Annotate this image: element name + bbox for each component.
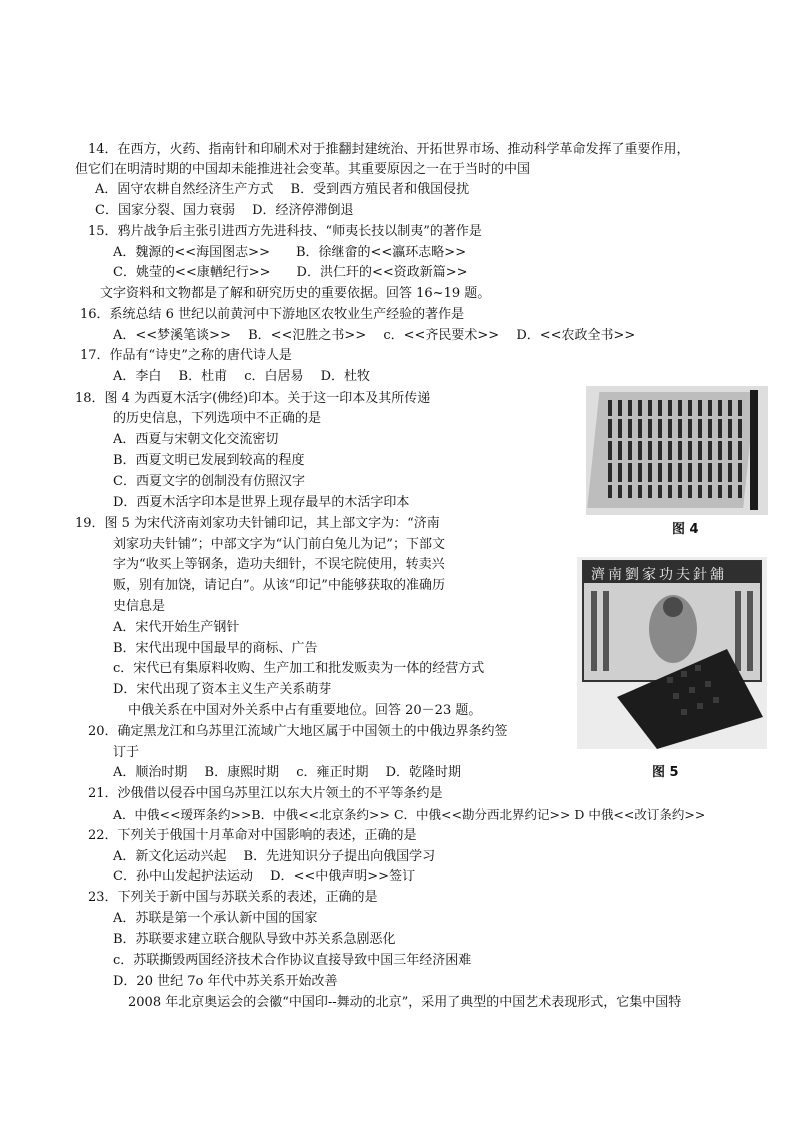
q23-option-c: c．苏联撕毁两国经济技术合作协议直接导致中国三年经济困难 [113,953,472,968]
q22-options-ab: A．新文化运动兴起 B．先进知识分子提出向俄国学习 [113,849,436,864]
q23-option-b: B．苏联要求建立联合舰队导致中苏关系急剧恶化 [113,932,396,947]
q19-option-a: A．宋代开始生产钢针 [113,620,240,635]
q19-stem-line2: 刘家功夫针铺”；中部文字为“认门前白兔儿为记”；下部文 [113,537,445,552]
q15-options-ab: A．魏源的<<海国图志>> B．徐继畲的<<瀛环志略>> [113,245,467,260]
figure-4-caption: 图 4 [672,522,699,537]
q20-stem-line1: 20．确定黑龙江和乌苏里江流域广大地区属于中国领土的中俄边界条约签 [88,724,508,739]
q15-options-cd: C．姚莹的<<康輶纪行>> D．洪仁玕的<<资政新篇>> [113,265,468,280]
q22-stem: 22．下列关于俄国十月革命对中国影响的表述，正确的是 [88,828,417,843]
q18-option-c: C．西夏文字的创制没有仿照汉字 [113,474,305,489]
q14-stem-line2: 但它们在明清时期的中国却未能推进社会变革。其重要原因之一在于当时的中国 [75,162,531,177]
q19-stem-line1: 19．图 5 为宋代济南刘家功夫针铺印记，其上部文字为：“济南 [75,516,440,531]
figure-4-image [586,386,768,515]
q14-options-cd: C．国家分裂、国力衰弱 D．经济停滞倒退 [95,203,354,218]
q19-option-d: D．宋代出现了资本主义生产关系萌芽 [113,682,332,697]
q19-option-b: B．宋代出现中国最早的商标、广告 [113,641,318,656]
q18-option-a: A．西夏与宋朝文化交流密切 [113,432,279,447]
q19-stem-line5: 史信息是 [113,599,166,614]
q21-options: A．中俄<<瑷珲条约>>B．中俄<<北京条约>> C．中俄<<勘分西北界约记>> D 中俄<<改订条约>> [113,807,706,822]
q19-stem-line4: 贩，别有加饶，请记白”。从该“印记”中能够获取的准确历 [113,578,445,593]
q18-stem-line2: 的历史信息，下列选项中不正确的是 [113,411,322,426]
q22-options-cd: C．孙中山发起护法运动 D．<<中俄声明>>签订 [113,869,416,884]
q23-option-d: D．20 世纪 7o 年代中苏关系开始改善 [113,974,338,989]
outro-paragraph: 2008 年北京奥运会的会徽“中国印--舞动的北京”，采用了典型的中国艺术表现形式，它集中国特 [128,995,682,1010]
q18-option-d: D．西夏木活字印本是世界上现存最早的木活字印本 [113,495,410,510]
q16-options: A．<<梦溪笔谈>> B．<<氾胜之书>> c．<<齐民要术>> D．<<农政全书>> [113,328,636,343]
figure-5-image [577,557,767,749]
q19-stem-line3: 字为“收买上等钢条，造功夫细针，不误宅院使用，转卖兴 [113,557,445,572]
q18-option-b: B．西夏文明已发展到较高的程度 [113,453,305,468]
section-intro-20-23: 中俄关系在中国对外关系中占有重要地位。回答 20－23 题。 [128,703,482,718]
q21-stem: 21．沙俄借以侵吞中国乌苏里江以东大片领土的不平等条约是 [88,786,443,801]
figure-5-title-text: 濟南劉家功夫針舖 [591,567,727,583]
q20-stem-line2: 订于 [113,745,140,760]
q23-option-a: A．苏联是第一个承认新中国的国家 [113,911,318,926]
q17-stem: 17．作品有“诗史”之称的唐代诗人是 [80,348,292,363]
figure-5-caption: 图 5 [652,765,679,780]
q16-stem: 16．系统总结 6 世纪以前黄河中下游地区农牧业生产经验的著作是 [80,307,465,322]
q19-option-c: c．宋代已有集原料收购、生产加工和批发贩卖为一体的经营方式 [113,661,485,676]
q20-options: A．顺治时期 B．康熙时期 c．雍正时期 D．乾隆时期 [113,765,462,780]
q14-options-ab: A．固守农耕自然经济生产方式 B．受到西方殖民者和俄国侵扰 [95,182,470,197]
q18-stem-line1: 18．图 4 为西夏木活字(佛经)印本。关于这一印本及其所传递 [75,391,431,406]
figure-5-drawing [577,557,767,749]
section-intro-16-19: 文字资料和文物都是了解和研究历史的重要依据。回答 16~19 题。 [100,286,491,301]
q15-stem: 15．鸦片战争后主张引进西方先进科技、“师夷长技以制夷”的著作是 [88,224,482,239]
q14-stem-line1: 14．在西方，火药、指南针和印刷术对于推翻封建统治、开拓世界市场、推动科学革命发挥了重要作用， [88,142,690,157]
q23-stem: 23．下列关于新中国与苏联关系的表述，正确的是 [88,890,378,905]
q17-options: A．李白 B．杜甫 c．白居易 D．杜牧 [113,369,371,384]
figure-4-drawing [586,386,768,515]
